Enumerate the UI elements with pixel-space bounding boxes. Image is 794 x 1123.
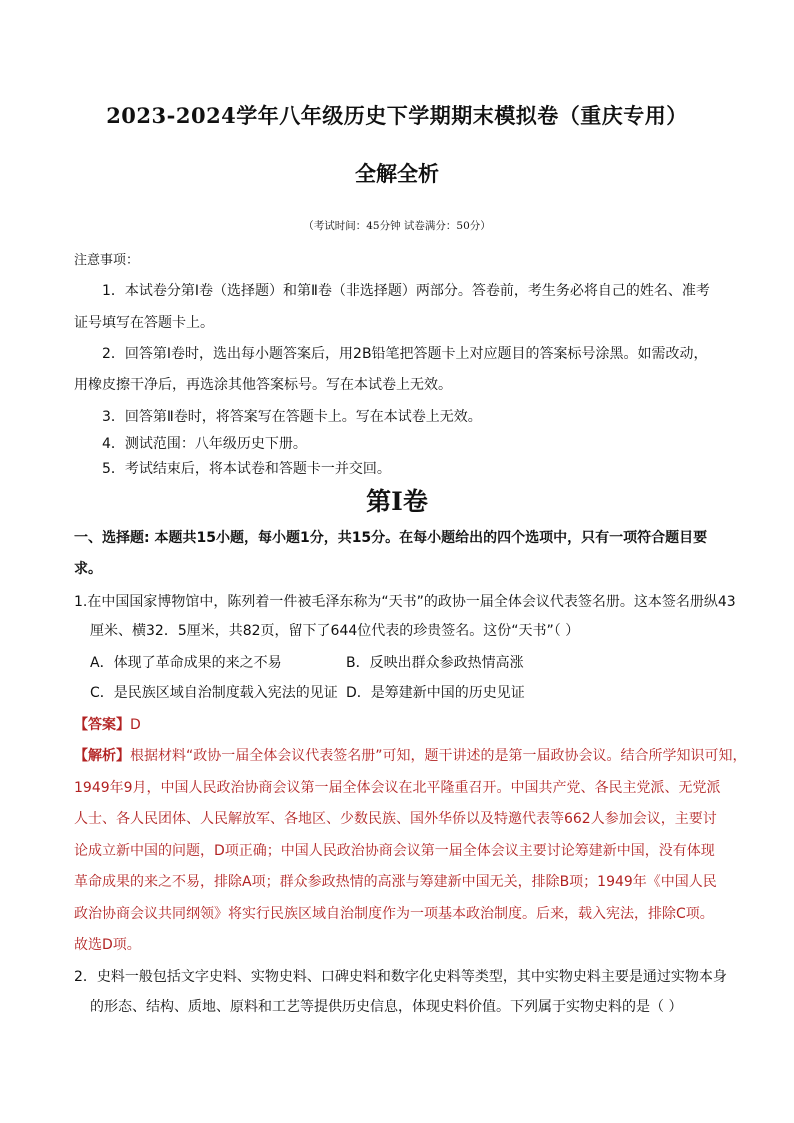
question-1-option-d: D．是筹建新中国的历史见证: [346, 685, 525, 701]
answer-value: D: [130, 717, 141, 733]
analysis-line-4: 论成立新中国的问题，D项正确；中国人民政治协商会议第一届全体会议主要讨论筹建新中国，没有体现: [74, 843, 715, 859]
notes-title: 注意事项：: [74, 253, 140, 268]
question-2-line-2: 的形态、结构、质地、原料和工艺等提供历史信息，体现史料价值。下列属于实物史料的是（ ）: [90, 999, 683, 1015]
analysis-line-2: 1949年9月，中国人民政治协商会议第一届全体会议在北平隆重召开。中国共产党、各民主党派、无党派: [74, 780, 721, 796]
question-1-answer: [74, 714, 141, 734]
question-1-option-c: C．是民族区域自治制度载入宪法的见证: [90, 685, 338, 701]
note-1-line-2: 证号填写在答题卡上。: [74, 315, 214, 331]
exam-subtitle: 全解全析: [355, 161, 439, 186]
analysis-line-3: 人士、各人民团体、人民解放军、各地区、少数民族、国外华侨以及特邀代表等662人参加会议，主要讨: [74, 811, 717, 827]
analysis-text-1: 根据材料“政协一届全体会议代表签名册”可知，题干讲述的是第一届政协会议。结合所学知识可知，: [130, 748, 747, 764]
analysis-line-5: 革命成果的来之不易，排除A项；群众参政热情的高涨与筹建新中国无关，排除B项；1949年《中国人民: [74, 874, 717, 890]
note-5: 5．考试结束后，将本试卷和答题卡一并交回。: [102, 461, 391, 477]
question-1-option-b: B．反映出群众参政热情高涨: [346, 655, 524, 671]
analysis-label: 【解析】: [74, 748, 130, 764]
exam-title: 2023-2024学年八年级历史下学期期末模拟卷（重庆专用）: [106, 103, 688, 128]
note-3: 3．回答第Ⅱ卷时，将答案写在答题卡上。写在本试卷上无效。: [102, 409, 482, 425]
note-1-line-1: 1．本试卷分第Ⅰ卷（选择题）和第Ⅱ卷（非选择题）两部分。答卷前，考生务必将自己的姓名、准考: [102, 283, 710, 299]
question-1-line-2: 厘米、横32．5厘米，共82页，留下了644位代表的珍贵签名。这份“天书”（ ）: [90, 623, 580, 639]
note-2-line-1: 2．回答第Ⅰ卷时，选出每小题答案后，用2B铅笔把答题卡上对应题目的答案标号涂黑。如需改动，: [102, 346, 708, 362]
section-instructions-line-1: 一、选择题: 本题共15小题，每小题1分，共15分。在每小题给出的四个选项中，只有一项符合题目要: [74, 530, 708, 546]
analysis-line-6: 政治协商会议共同纲领》将实行民族区域自治制度作为一项基本政治制度。后来，载入宪法，排除C项。: [74, 906, 714, 922]
note-4: 4．测试范围：八年级历史下册。: [102, 436, 307, 452]
analysis-line-7: 故选D项。: [74, 937, 141, 953]
answer-label: 【答案】: [74, 717, 130, 733]
question-1-option-a: A．体现了革命成果的来之不易: [90, 655, 282, 671]
analysis-line-1: [74, 745, 747, 765]
volume-title: 第Ⅰ卷: [366, 487, 428, 516]
question-2-line-1: 2．史料一般包括文字史料、实物史料、口碑史料和数字化史料等类型，其中实物史料主要是通过实物本身: [74, 969, 727, 985]
note-2-line-2: 用橡皮擦干净后，再选涂其他答案标号。写在本试卷上无效。: [74, 377, 452, 393]
exam-info: （考试时间：45分钟 试卷满分：50分）: [303, 220, 491, 232]
question-1-line-1: 1.在中国国家博物馆中，陈列着一件被毛泽东称为“天书”的政协一届全体会议代表签名册。这本签名册纵43: [74, 594, 736, 610]
section-instructions-line-2: 求。: [74, 561, 102, 577]
